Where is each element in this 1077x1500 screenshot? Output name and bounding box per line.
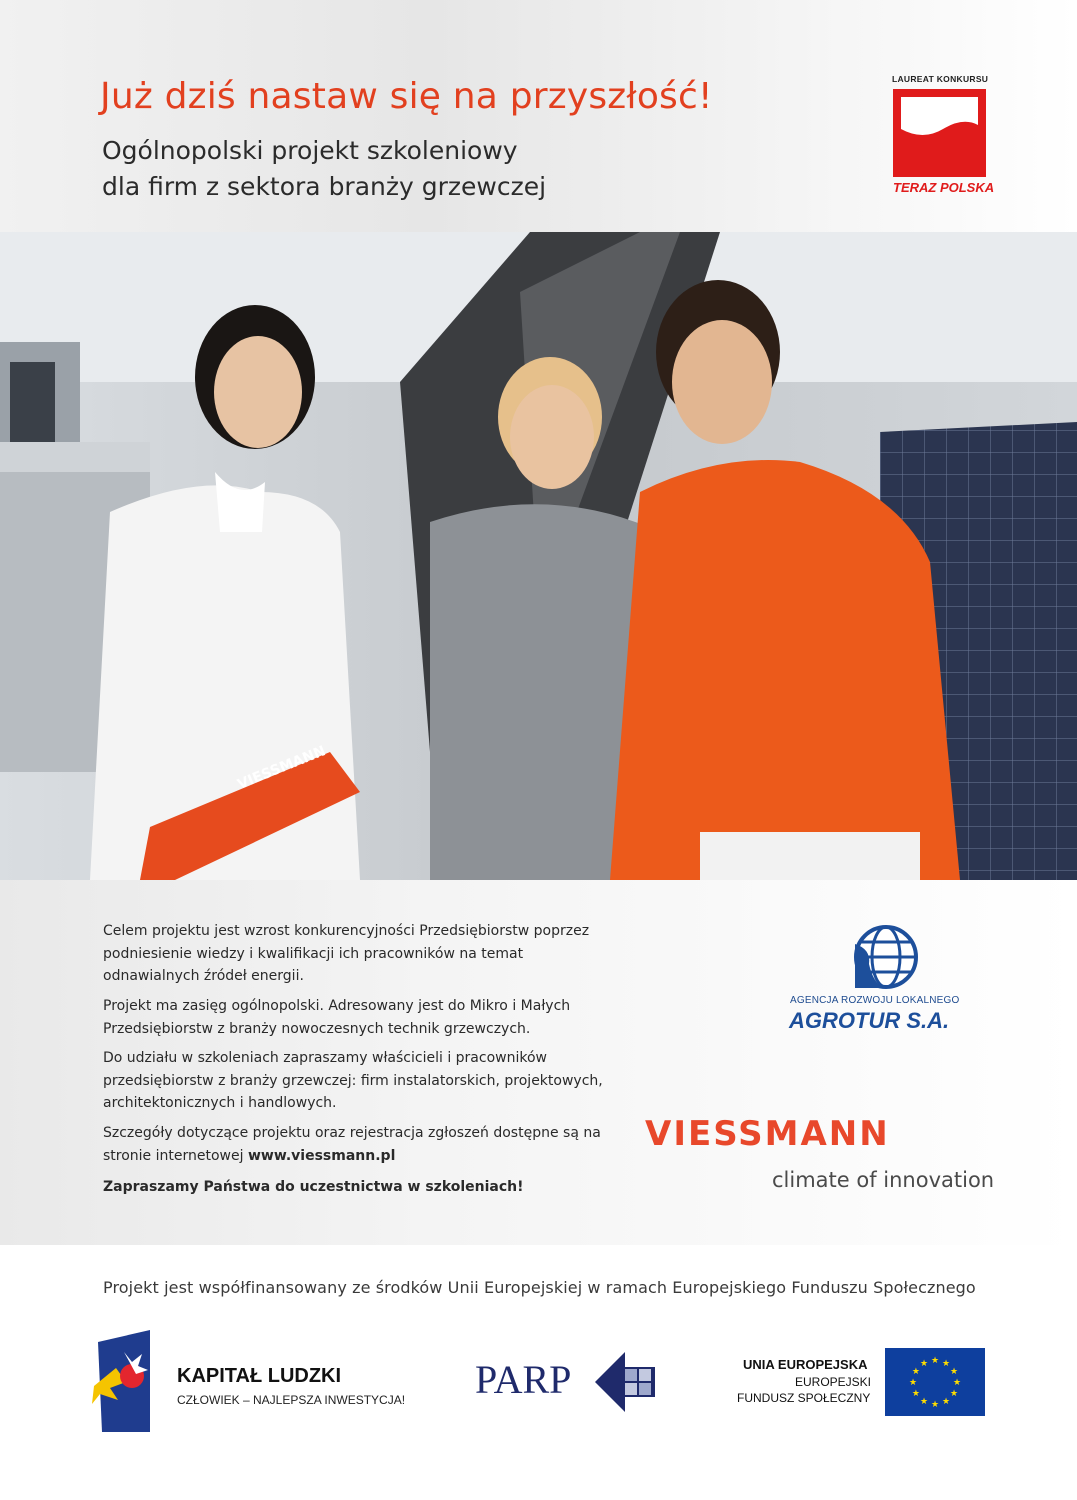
eu-label-line-3: FUNDUSZ SPOŁECZNY xyxy=(737,1391,871,1405)
eu-star: ★ xyxy=(911,1367,920,1377)
eu-star: ★ xyxy=(952,1378,962,1388)
eu-star: ★ xyxy=(950,1389,959,1399)
invitation-text: Zapraszamy Państwa do uczestnictwa w szkoleniach! xyxy=(103,1179,524,1195)
folder-brand-text: VIESSMANN xyxy=(235,743,328,793)
eu-label-line-1: UNIA EUROPEJSKA xyxy=(743,1357,868,1372)
subtitle-line-2: dla firm z sektora branży grzewczej xyxy=(102,172,547,201)
hero-photo xyxy=(0,232,1077,880)
website-link[interactable]: www.viessmann.pl xyxy=(247,1147,396,1164)
flag-wave-icon xyxy=(893,89,986,177)
paragraph-4 xyxy=(103,1122,603,1167)
teraz-polska-brand: TERAZ POLSKA xyxy=(893,180,995,195)
viessmann-tagline: climate of innovation xyxy=(772,1168,995,1192)
eu-cofinancing-note: Projekt jest współfinansowany ze środków Unii Europejskiej w ramach Europejskiego Funduszu Społecznego xyxy=(103,1278,976,1297)
teraz-polska-logo xyxy=(893,89,986,177)
headline: Już dziś nastaw się na przyszłość! xyxy=(100,76,713,117)
viessmann-logo: VIESSMANN xyxy=(645,1114,890,1154)
eu-star: ★ xyxy=(941,1358,951,1369)
kapital-ludzki-title: KAPITAŁ LUDZKI xyxy=(177,1365,342,1387)
kapital-ludzki-emblem-icon xyxy=(88,1330,160,1432)
eu-star: ★ xyxy=(911,1389,920,1399)
teraz-polska-label: LAUREAT KONKURSU xyxy=(892,74,989,84)
paragraph-3: Do udziału w szkoleniach zapraszamy właścicieli i pracowników przedsiębiorstw z branży grzewczej: firm instalatorskich, projektowych, architektonicznych i handlowych. xyxy=(103,1050,603,1111)
paragraph-1: Celem projektu jest wzrost konkurencyjności Przedsiębiorstw poprzez podniesienie wiedzy i kwalifikacji ich pracowników na temat odnawialnych źródeł energii. xyxy=(103,923,590,984)
kapital-ludzki-slogan: CZŁOWIEK – NAJLEPSZA INWESTYCJA! xyxy=(177,1393,406,1407)
eu-star: ★ xyxy=(941,1397,951,1408)
globe-head-icon xyxy=(853,924,919,990)
agrotur-name: AGROTUR S.A. xyxy=(789,1008,950,1033)
parp-arrow-icon xyxy=(595,1347,665,1417)
parp-logo-text: PARP xyxy=(475,1357,572,1402)
eu-label-line-2: EUROPEJSKI xyxy=(795,1375,872,1389)
eu-flag-icon xyxy=(885,1348,985,1416)
subtitle-line-1: Ogólnopolski projekt szkoleniowy xyxy=(102,136,518,165)
eu-star: ★ xyxy=(950,1367,959,1377)
agrotur-caption: AGENCJA ROZWOJU LOKALNEGO xyxy=(790,995,960,1006)
paragraph-4-text: Szczegóły dotyczące projektu oraz rejestracja zgłoszeń dostępne są na stronie internetowej xyxy=(103,1125,601,1164)
eu-star: ★ xyxy=(919,1358,929,1369)
paragraph-2: Projekt ma zasięg ogólnopolski. Adresowany jest do Mikro i Małych Przedsiębiorstw z branży nowoczesnych technik grzewczych. xyxy=(103,998,571,1037)
eu-star: ★ xyxy=(930,1356,940,1366)
eu-star: ★ xyxy=(919,1397,929,1408)
eu-star: ★ xyxy=(908,1378,918,1388)
eu-star: ★ xyxy=(930,1400,940,1410)
